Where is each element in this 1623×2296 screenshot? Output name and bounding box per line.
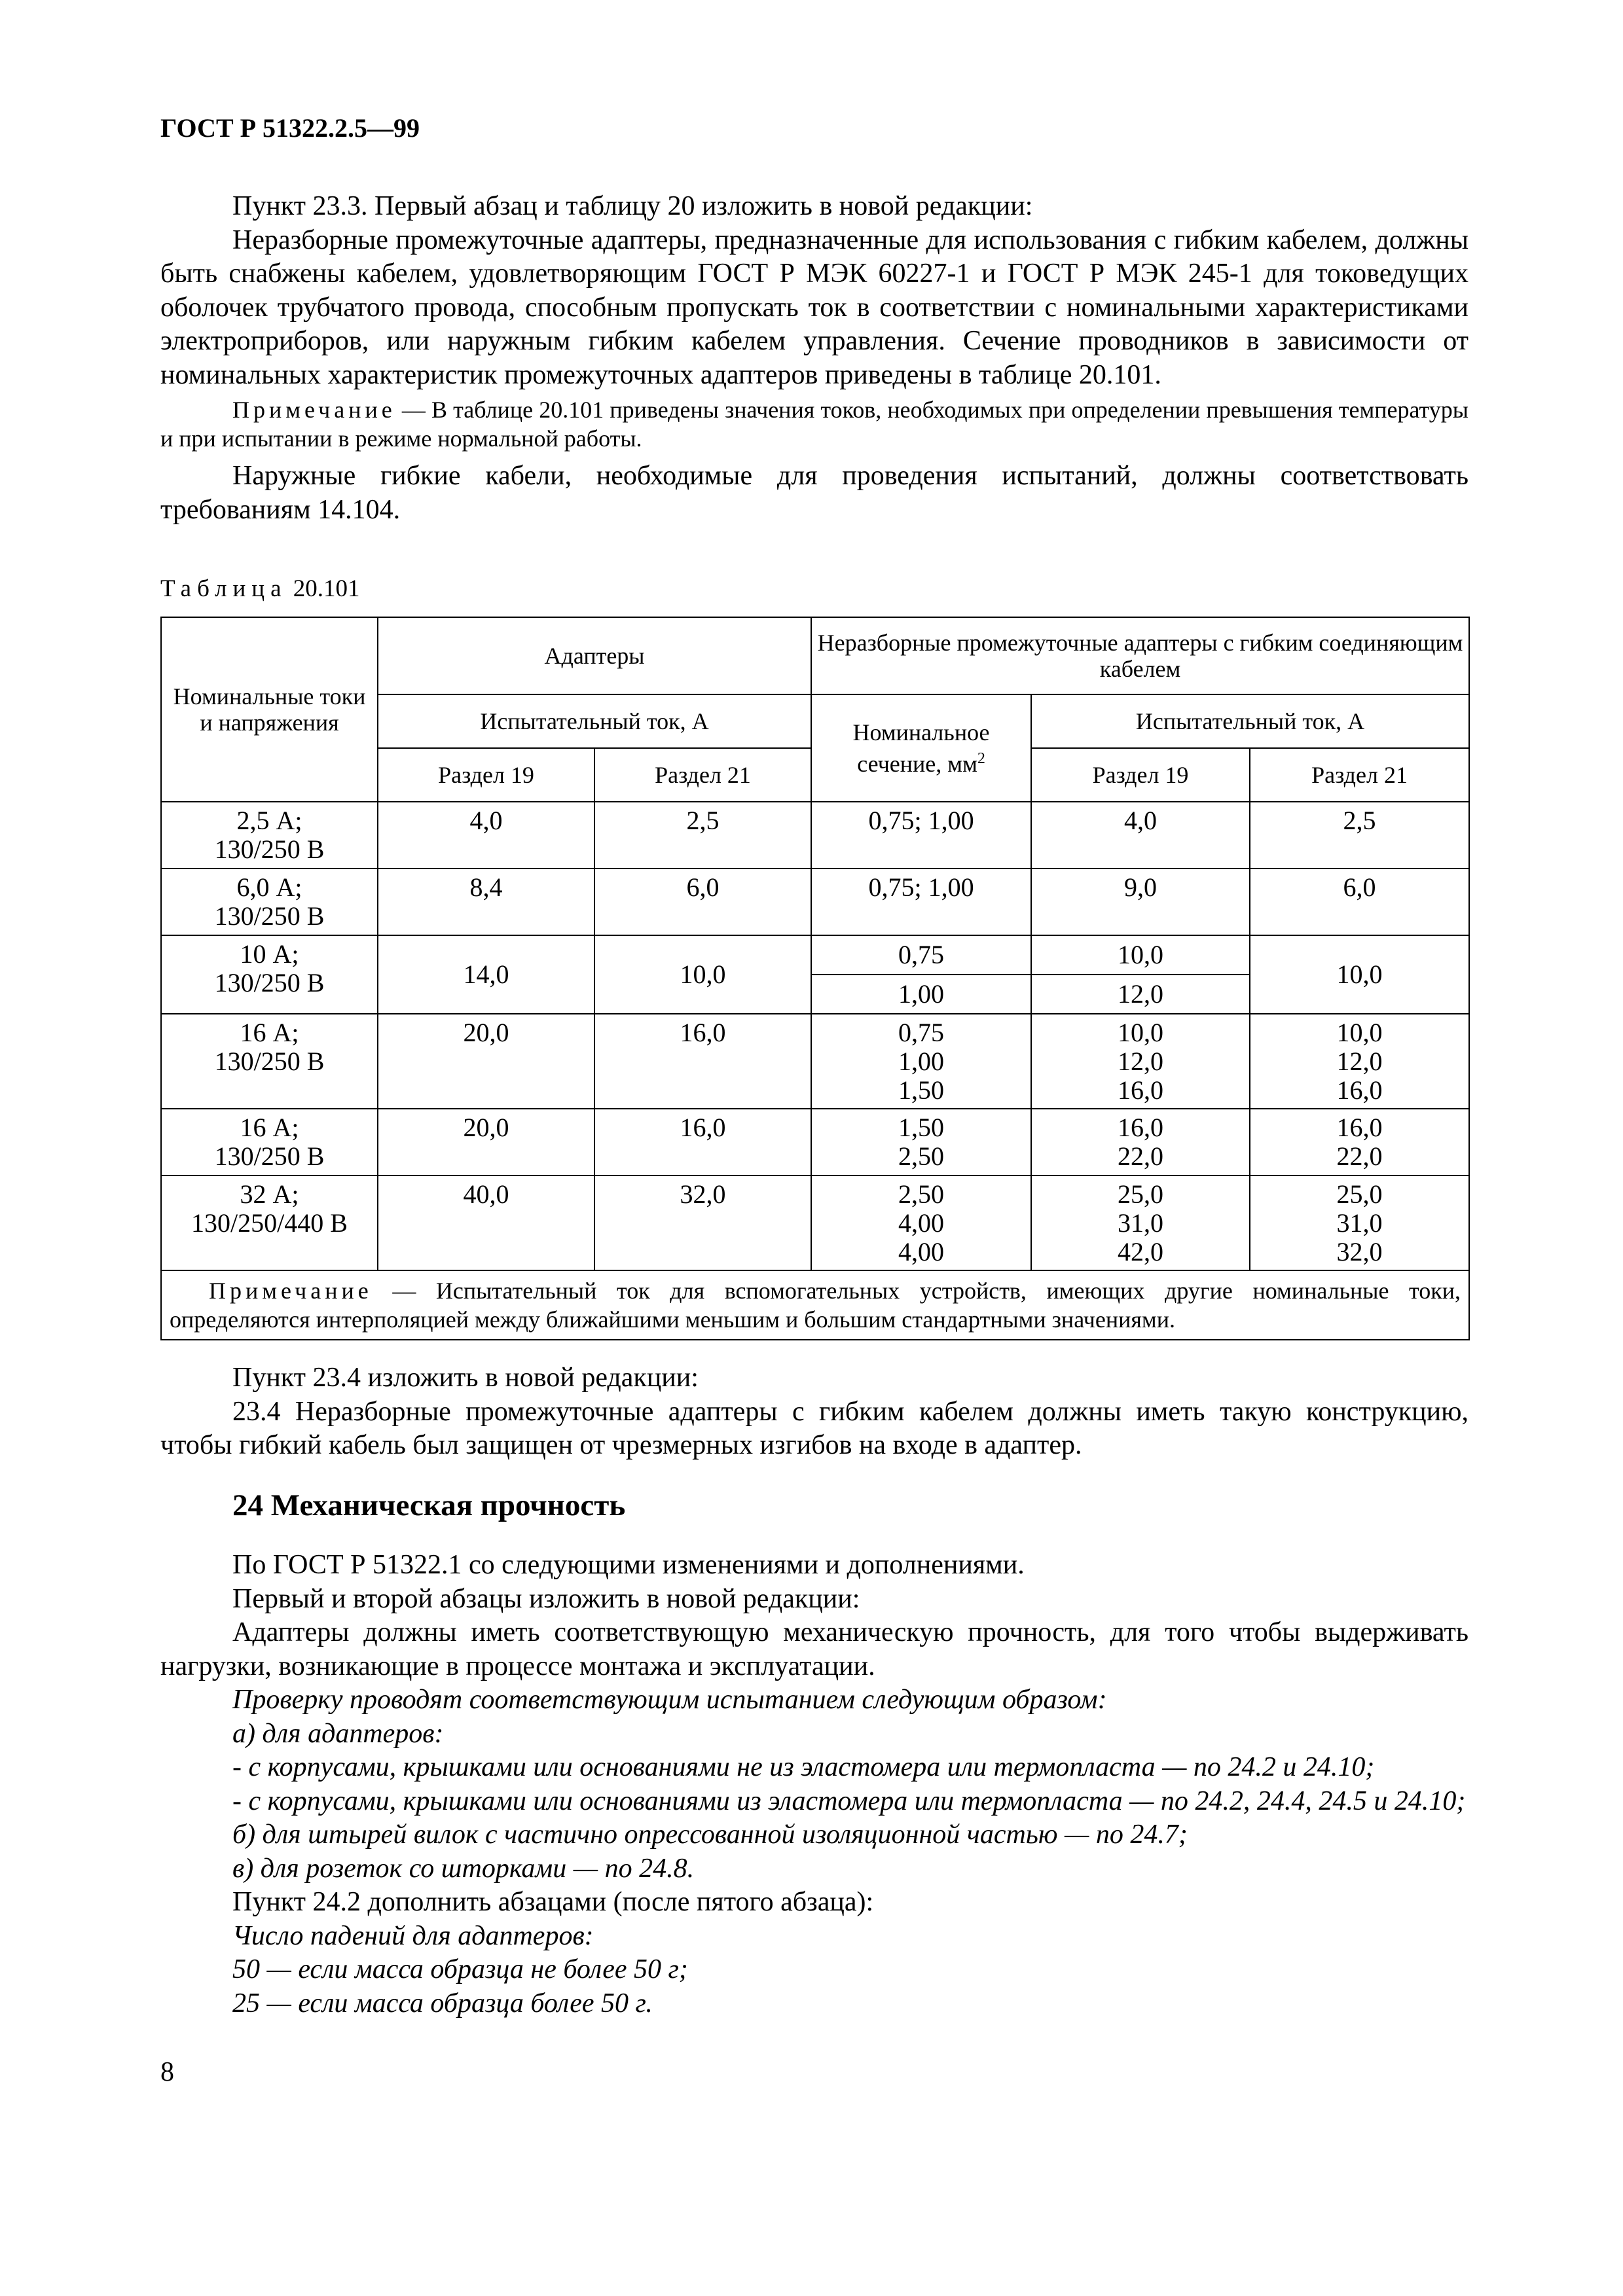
adapter-sec21-cell: 16,0 [594, 1109, 811, 1175]
document-id: ГОСТ Р 51322.2.5—99 [160, 113, 420, 143]
cross-section-cell: 1,50 2,50 [811, 1109, 1031, 1175]
page-number: 8 [160, 2057, 174, 2087]
table-note-row [161, 1270, 1469, 1340]
table-row [161, 935, 1469, 975]
paragraph: Наружные гибкие кабели, необходимые для проведения испытаний, должны соответствовать требованиям 14.104. [160, 461, 1468, 525]
header-cross-section-text: Номинальное сечение, мм [852, 719, 990, 777]
cable-sec19-cell: 4,0 [1031, 802, 1250, 869]
cross-section-cell: 1,00 [811, 975, 1031, 1014]
cable-sec21-cell: 10,0 [1250, 935, 1469, 1014]
cable-sec19-cell: 9,0 [1031, 869, 1250, 935]
rating-cell: 2,5 А; 130/250 В [161, 802, 378, 869]
cable-sec19-cell: 25,0 31,0 42,0 [1031, 1175, 1250, 1270]
cable-sec21-cell: 2,5 [1250, 802, 1469, 869]
data-table [160, 617, 1470, 1340]
rating-cell: 16 А; 130/250 В [161, 1109, 378, 1175]
table-row [161, 1175, 1469, 1270]
list-item: - с корпусами, крышками или основаниями не из эластомера или термопласта — по 24.2 и 24.10; [232, 1752, 1375, 1782]
rating-cell: 10 А; 130/250 В [161, 935, 378, 1014]
section-24-body [160, 1549, 1468, 2020]
section-heading: 24 Механическая прочность [232, 1488, 626, 1522]
header-test-current-2: Испытательный ток, А [1031, 694, 1469, 748]
list-item: 25 — если масса образца более 50 г. [232, 1988, 653, 2018]
paragraph: Первый и второй абзацы изложить в новой редакции: [232, 1583, 860, 1614]
header-section-21b: Раздел 21 [1250, 748, 1469, 802]
adapter-sec21-cell: 16,0 [594, 1014, 811, 1109]
rating-cell: 32 А; 130/250/440 В [161, 1175, 378, 1270]
list-item: а) для адаптеров: [232, 1718, 444, 1749]
header-section-21: Раздел 21 [594, 748, 811, 802]
paragraph: 23.4 Неразборные промежуточные адаптеры с гибким кабелем должны иметь такую конструкцию, чтобы гибкий кабель был защищен от чрезмерных изгибов на входе в адаптер. [160, 1396, 1468, 1460]
cable-sec21-cell: 10,0 12,0 16,0 [1250, 1014, 1469, 1109]
paragraph: Пункт 24.2 дополнить абзацами (после пятого абзаца): [232, 1887, 874, 1917]
list-item: б) для штырей вилок с частично опрессованной изоляционной частью — по 24.7; [232, 1820, 1188, 1850]
italic-paragraph: Проверку проводят соответствующим испытанием следующим образом: [232, 1685, 1107, 1715]
paragraph: Адаптеры должны иметь соответствующую механическую прочность, для того чтобы выдерживать нагрузки, возникающие в процессе монтажа и эксплуатации. [160, 1617, 1468, 1681]
rating-cell: 6,0 А; 130/250 В [161, 869, 378, 935]
header-section-19: Раздел 19 [378, 748, 594, 802]
table-caption-word: Таблица [160, 575, 287, 602]
note-text: — В таблице 20.101 приведены значения токов, необходимых при определении превышения температуры и при испытании в режиме нормальной работы. [160, 397, 1468, 452]
cable-sec19-cell: 12,0 [1031, 975, 1250, 1014]
adapter-sec21-cell: 32,0 [594, 1175, 811, 1270]
table-row [161, 1014, 1469, 1109]
table-row [161, 1109, 1469, 1175]
list-item: 50 — если масса образца не более 50 г; [232, 1954, 688, 1984]
cable-sec21-cell: 16,0 22,0 [1250, 1109, 1469, 1175]
table-row [161, 869, 1469, 935]
cable-sec19-cell: 10,0 [1031, 935, 1250, 975]
adapter-sec19-cell: 20,0 [378, 1109, 594, 1175]
adapter-sec19-cell: 14,0 [378, 935, 594, 1014]
adapter-sec19-cell: 4,0 [378, 802, 594, 869]
intro-section [160, 190, 1468, 527]
cable-sec21-cell: 25,0 31,0 32,0 [1250, 1175, 1469, 1270]
cross-section-cell: 0,75; 1,00 [811, 802, 1031, 869]
adapter-sec19-cell: 20,0 [378, 1014, 594, 1109]
header-cross-section-sup: 2 [977, 750, 985, 767]
adapter-sec21-cell: 2,5 [594, 802, 811, 869]
header-nonrewirable-adapters: Неразборные промежуточные адаптеры с гибким соединяющим кабелем [811, 617, 1469, 694]
table-note [161, 1270, 1469, 1340]
header-ratings: Номинальные токи и напряжения [161, 617, 378, 802]
list-item: в) для розеток со шторками — по 24.8. [232, 1853, 695, 1884]
cable-sec19-cell: 16,0 22,0 [1031, 1109, 1250, 1175]
after-table-section [160, 1361, 1468, 1463]
rating-cell: 16 А; 130/250 В [161, 1014, 378, 1109]
header-test-current: Испытательный ток, А [378, 694, 811, 748]
note-label: Примечание [232, 397, 396, 423]
table-caption-number: 20.101 [293, 575, 360, 602]
header-cross-section [811, 694, 1031, 802]
adapter-sec19-cell: 8,4 [378, 869, 594, 935]
paragraph: Пункт 23.3. Первый абзац и таблицу 20 изложить в новой редакции: [232, 191, 1033, 221]
cross-section-cell: 0,75; 1,00 [811, 869, 1031, 935]
adapter-sec21-cell: 10,0 [594, 935, 811, 1014]
cross-section-cell: 0,75 1,00 1,50 [811, 1014, 1031, 1109]
list-item: - с корпусами, крышками или основаниями из эластомера или термопласта — по 24.2, 24.4, 24.5 и 24.10; [232, 1785, 1466, 1816]
cable-sec21-cell: 6,0 [1250, 869, 1469, 935]
table-note-label: Примечание [209, 1278, 373, 1304]
table-caption [160, 575, 360, 603]
paragraph: Пункт 23.4 изложить в новой редакции: [232, 1363, 699, 1393]
table-note-text: — Испытательный ток для вспомогательных устройств, имеющих другие номинальные токи, определяются интерполяцией между ближайшими меньшим и большим стандартными значениями. [170, 1278, 1461, 1333]
paragraph: Неразборные промежуточные адаптеры, предназначенные для использования с гибким кабелем, должны быть снабжены кабелем, удовлетворяющим ГОСТ Р МЭК 60227-1 и ГОСТ Р МЭК 245-1 для токоведущих оболочек трубчатого провода, способным пропускать ток в соответствии с номинальными характеристиками электроприборов, или наружным гибким кабелем управления. Сечение проводников в зависимости от номинальных характеристик промежуточных адаптеров приведены в таблице 20.101. [160, 224, 1468, 390]
header-adapters: Адаптеры [378, 617, 811, 694]
adapter-sec19-cell: 40,0 [378, 1175, 594, 1270]
paragraph: По ГОСТ Р 51322.1 со следующими изменениями и дополнениями. [232, 1550, 1025, 1580]
adapter-sec21-cell: 6,0 [594, 869, 811, 935]
cable-sec19-cell: 10,0 12,0 16,0 [1031, 1014, 1250, 1109]
cross-section-cell: 0,75 [811, 935, 1031, 975]
note [160, 395, 1468, 453]
header-section-19b: Раздел 19 [1031, 748, 1250, 802]
cross-section-cell: 2,50 4,00 4,00 [811, 1175, 1031, 1270]
table-row [161, 802, 1469, 869]
italic-paragraph: Число падений для адаптеров: [232, 1920, 594, 1951]
